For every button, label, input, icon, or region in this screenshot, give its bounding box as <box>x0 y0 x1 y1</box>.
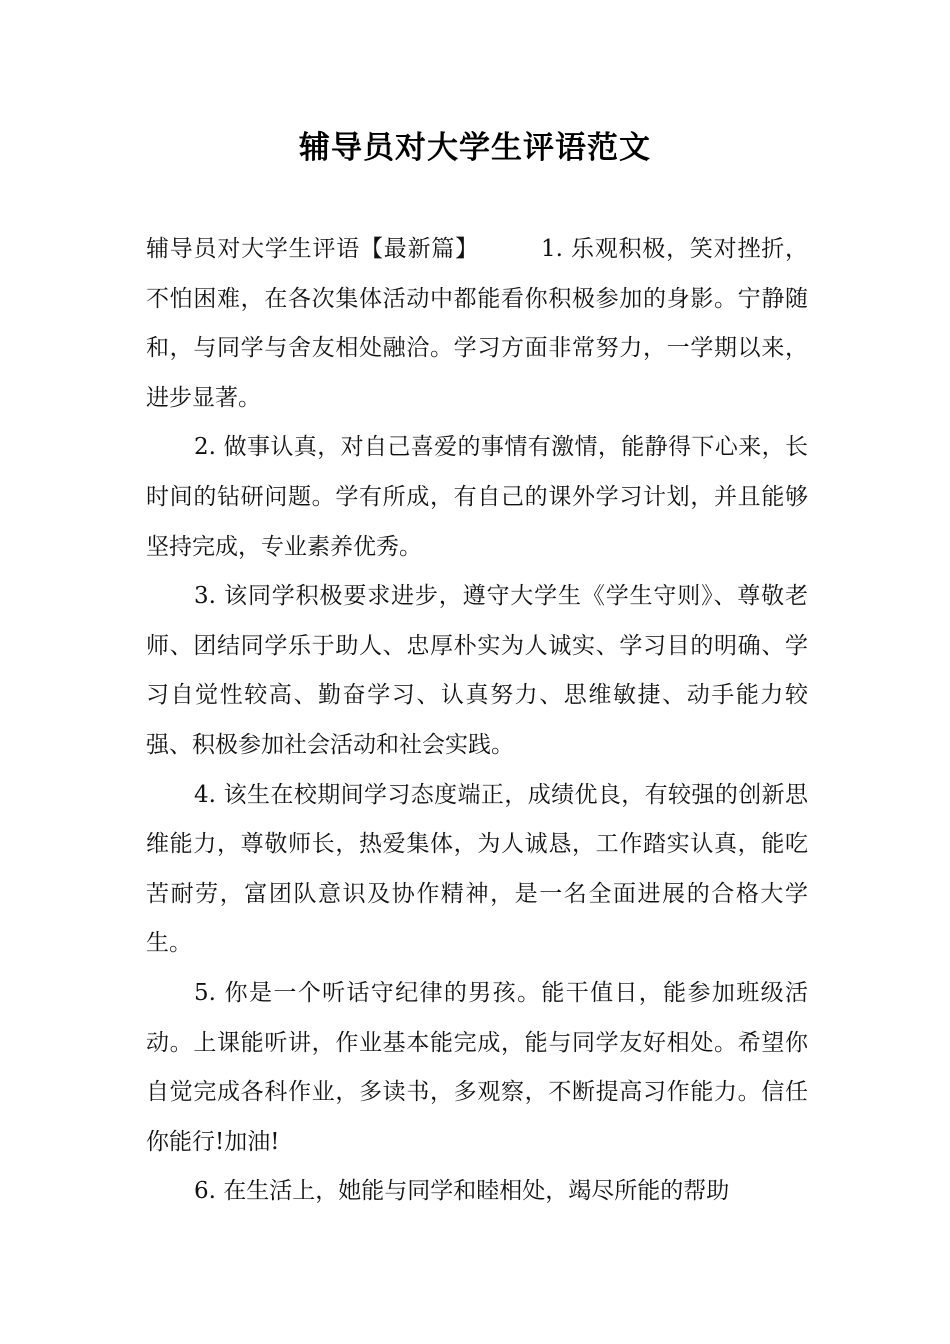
document-body <box>146 225 808 1217</box>
paragraph-4: 4. 该生在校期间学习态度端正，成绩优良，有较强的创新思维能力，尊敬师长，热爱集体，为人诚恳，工作踏实认真，能吃苦耐劳，富团队意识及协作精神，是一名全面进展的合格大学生。 <box>146 781 808 957</box>
paragraph-2: 2. 做事认真，对自己喜爱的事情有激情，能静得下心来，长时间的钻研问题。学有所成，有自己的课外学习计划，并且能够坚持完成，专业素养优秀。 <box>146 434 808 560</box>
paragraph-5: 5. 你是一个听话守纪律的男孩。能干值日，能参加班级活动。上课能听讲，作业基本能完成，能与同学友好相处。希望你自觉完成各科作业，多读书，多观察，不断提高习作能力。信任你能行!加油! <box>146 979 808 1155</box>
paragraph-6: 6. 在生活上，她能与同学和睦相处，竭尽所能的帮助 <box>194 1178 730 1205</box>
paragraph-1: 1. 乐观积极，笑对挫折，不怕困难，在各次集体活动中都能看你积极参加的身影。宁静随和，与同学与舍友相处融洽。学习方面非常努力，一学期以来，进步显著。 <box>146 236 808 411</box>
paragraph-3: 3. 该同学积极要求进步，遵守大学生《学生守则》、尊敬老师、团结同学乐于助人、忠厚朴实为人诚实、学习目的明确、学习自觉性较高、勤奋学习、认真努力、思维敏捷、动手能力较强、积极参加社会活动和社会实践。 <box>146 583 808 758</box>
intro-paragraph <box>146 225 808 423</box>
intro-heading: 辅导员对大学生评语【最新篇】 <box>146 236 479 262</box>
document-title: 辅导员对大学生评语范文 <box>299 130 651 166</box>
